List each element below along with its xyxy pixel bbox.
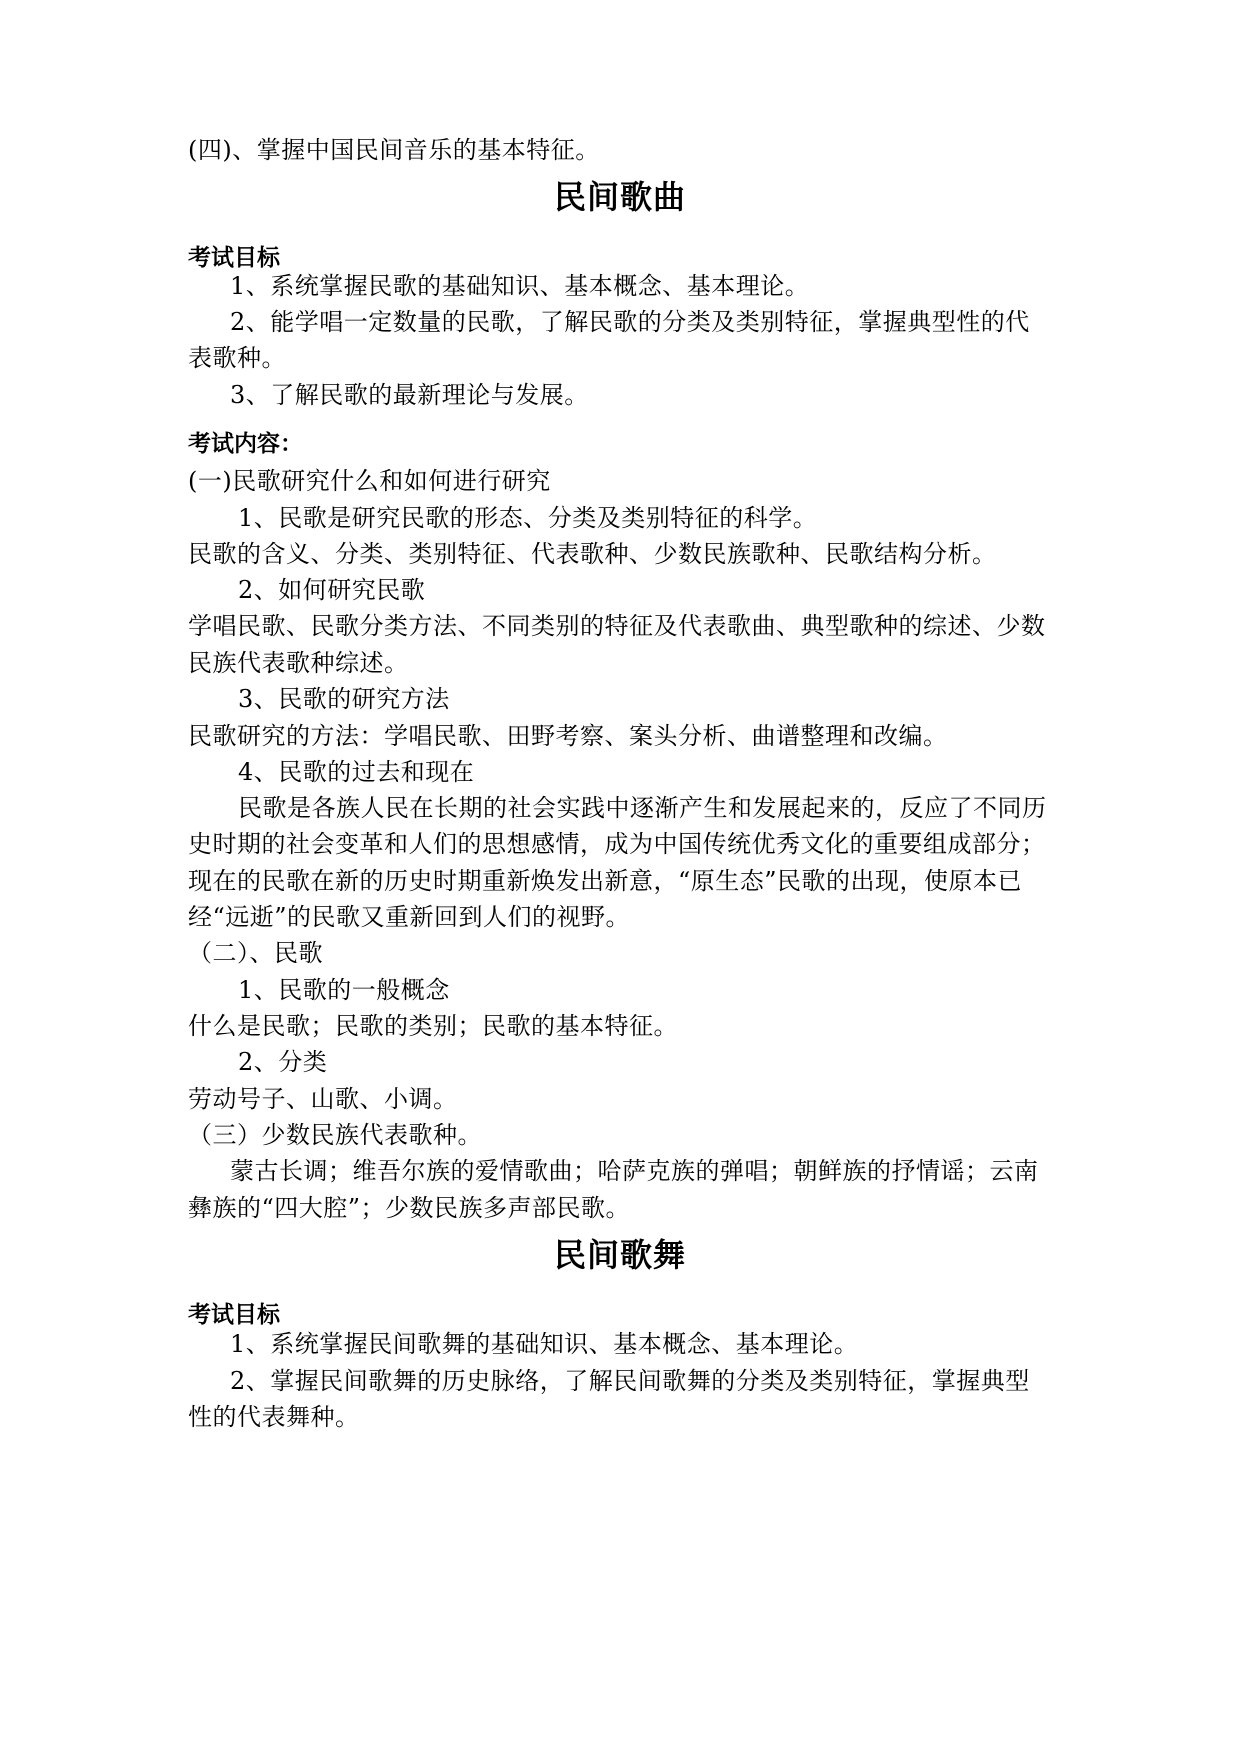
goal-1: 1、系统掌握民歌的基础知识、基本概念、基本理论。: [230, 272, 810, 300]
content-item-1: (一)民歌研究什么和如何进行研究: [188, 467, 551, 495]
content-item-1-4-detail-line-4: 经“远逝”的民歌又重新回到人们的视野。: [188, 903, 631, 931]
content-item-1-4-detail-line-3: 现在的民歌在新的历史时期重新焕发出新意，“原生态”民歌的出现，使原本已: [188, 867, 1023, 895]
content-item-3-detail-line-2: 彝族的“四大腔”；少数民族多声部民歌。: [188, 1194, 631, 1222]
content-item-1-1-detail: 民歌的含义、分类、类别特征、代表歌种、少数民族歌种、民歌结构分析。: [188, 540, 997, 568]
content-heading: 考试内容：: [188, 431, 303, 457]
content-item-2: （二）、民歌: [188, 939, 323, 967]
content-item-1-3: 3、民歌的研究方法: [238, 685, 450, 713]
section-title-folk-songs: 民间歌曲: [553, 178, 686, 216]
goal-2-2-line-2: 性的代表舞种。: [188, 1403, 360, 1431]
section-title-folk-song-dance: 民间歌舞: [553, 1236, 686, 1274]
content-item-1-2-detail-line-2: 民族代表歌种综述。: [188, 649, 409, 677]
content-item-2-1: 1、民歌的一般概念: [238, 976, 450, 1004]
content-item-3: （三）少数民族代表歌种。: [188, 1121, 482, 1149]
content-item-2-2-detail: 劳动号子、山歌、小调。: [188, 1085, 458, 1113]
goals-heading-2: 考试目标: [188, 1302, 280, 1328]
content-item-1-4: 4、民歌的过去和现在: [238, 758, 475, 786]
content-item-1-3-detail: 民歌研究的方法：学唱民歌、田野考察、案头分析、曲谱整理和改编。: [188, 722, 948, 750]
goal-2-2-line-1: 2、掌握民间歌舞的历史脉络，了解民间歌舞的分类及类别特征，掌握典型: [230, 1367, 1030, 1395]
content-item-1-4-detail-line-1: 民歌是各族人民在长期的社会实践中逐渐产生和发展起来的，反应了不同历: [238, 794, 1047, 822]
content-item-1-1: 1、民歌是研究民歌的形态、分类及类别特征的科学。: [238, 504, 818, 532]
content-item-3-detail-line-1: 蒙古长调；维吾尔族的爱情歌曲；哈萨克族的弹唱；朝鲜族的抒情谣；云南: [230, 1157, 1039, 1185]
content-item-1-2-detail-line-1: 学唱民歌、民歌分类方法、不同类别的特征及代表歌曲、典型歌种的综述、少数: [188, 612, 1046, 640]
content-item-2-2: 2、分类: [238, 1048, 328, 1076]
content-item-1-4-detail-line-2: 史时期的社会变革和人们的思想感情，成为中国传统优秀文化的重要组成部分；: [188, 830, 1046, 858]
goal-2-line-2: 表歌种。: [188, 344, 286, 372]
intro-line: (四)、掌握中国民间音乐的基本特征。: [188, 136, 600, 164]
content-item-1-2: 2、如何研究民歌: [238, 576, 426, 604]
content-item-2-1-detail: 什么是民歌；民歌的类别；民歌的基本特征。: [188, 1012, 678, 1040]
goal-3: 3、了解民歌的最新理论与发展。: [230, 381, 589, 409]
goals-heading: 考试目标: [188, 245, 280, 271]
goal-2-1: 1、系统掌握民间歌舞的基础知识、基本概念、基本理论。: [230, 1330, 859, 1358]
goal-2-line-1: 2、能学唱一定数量的民歌，了解民歌的分类及类别特征，掌握典型性的代: [230, 308, 1030, 336]
